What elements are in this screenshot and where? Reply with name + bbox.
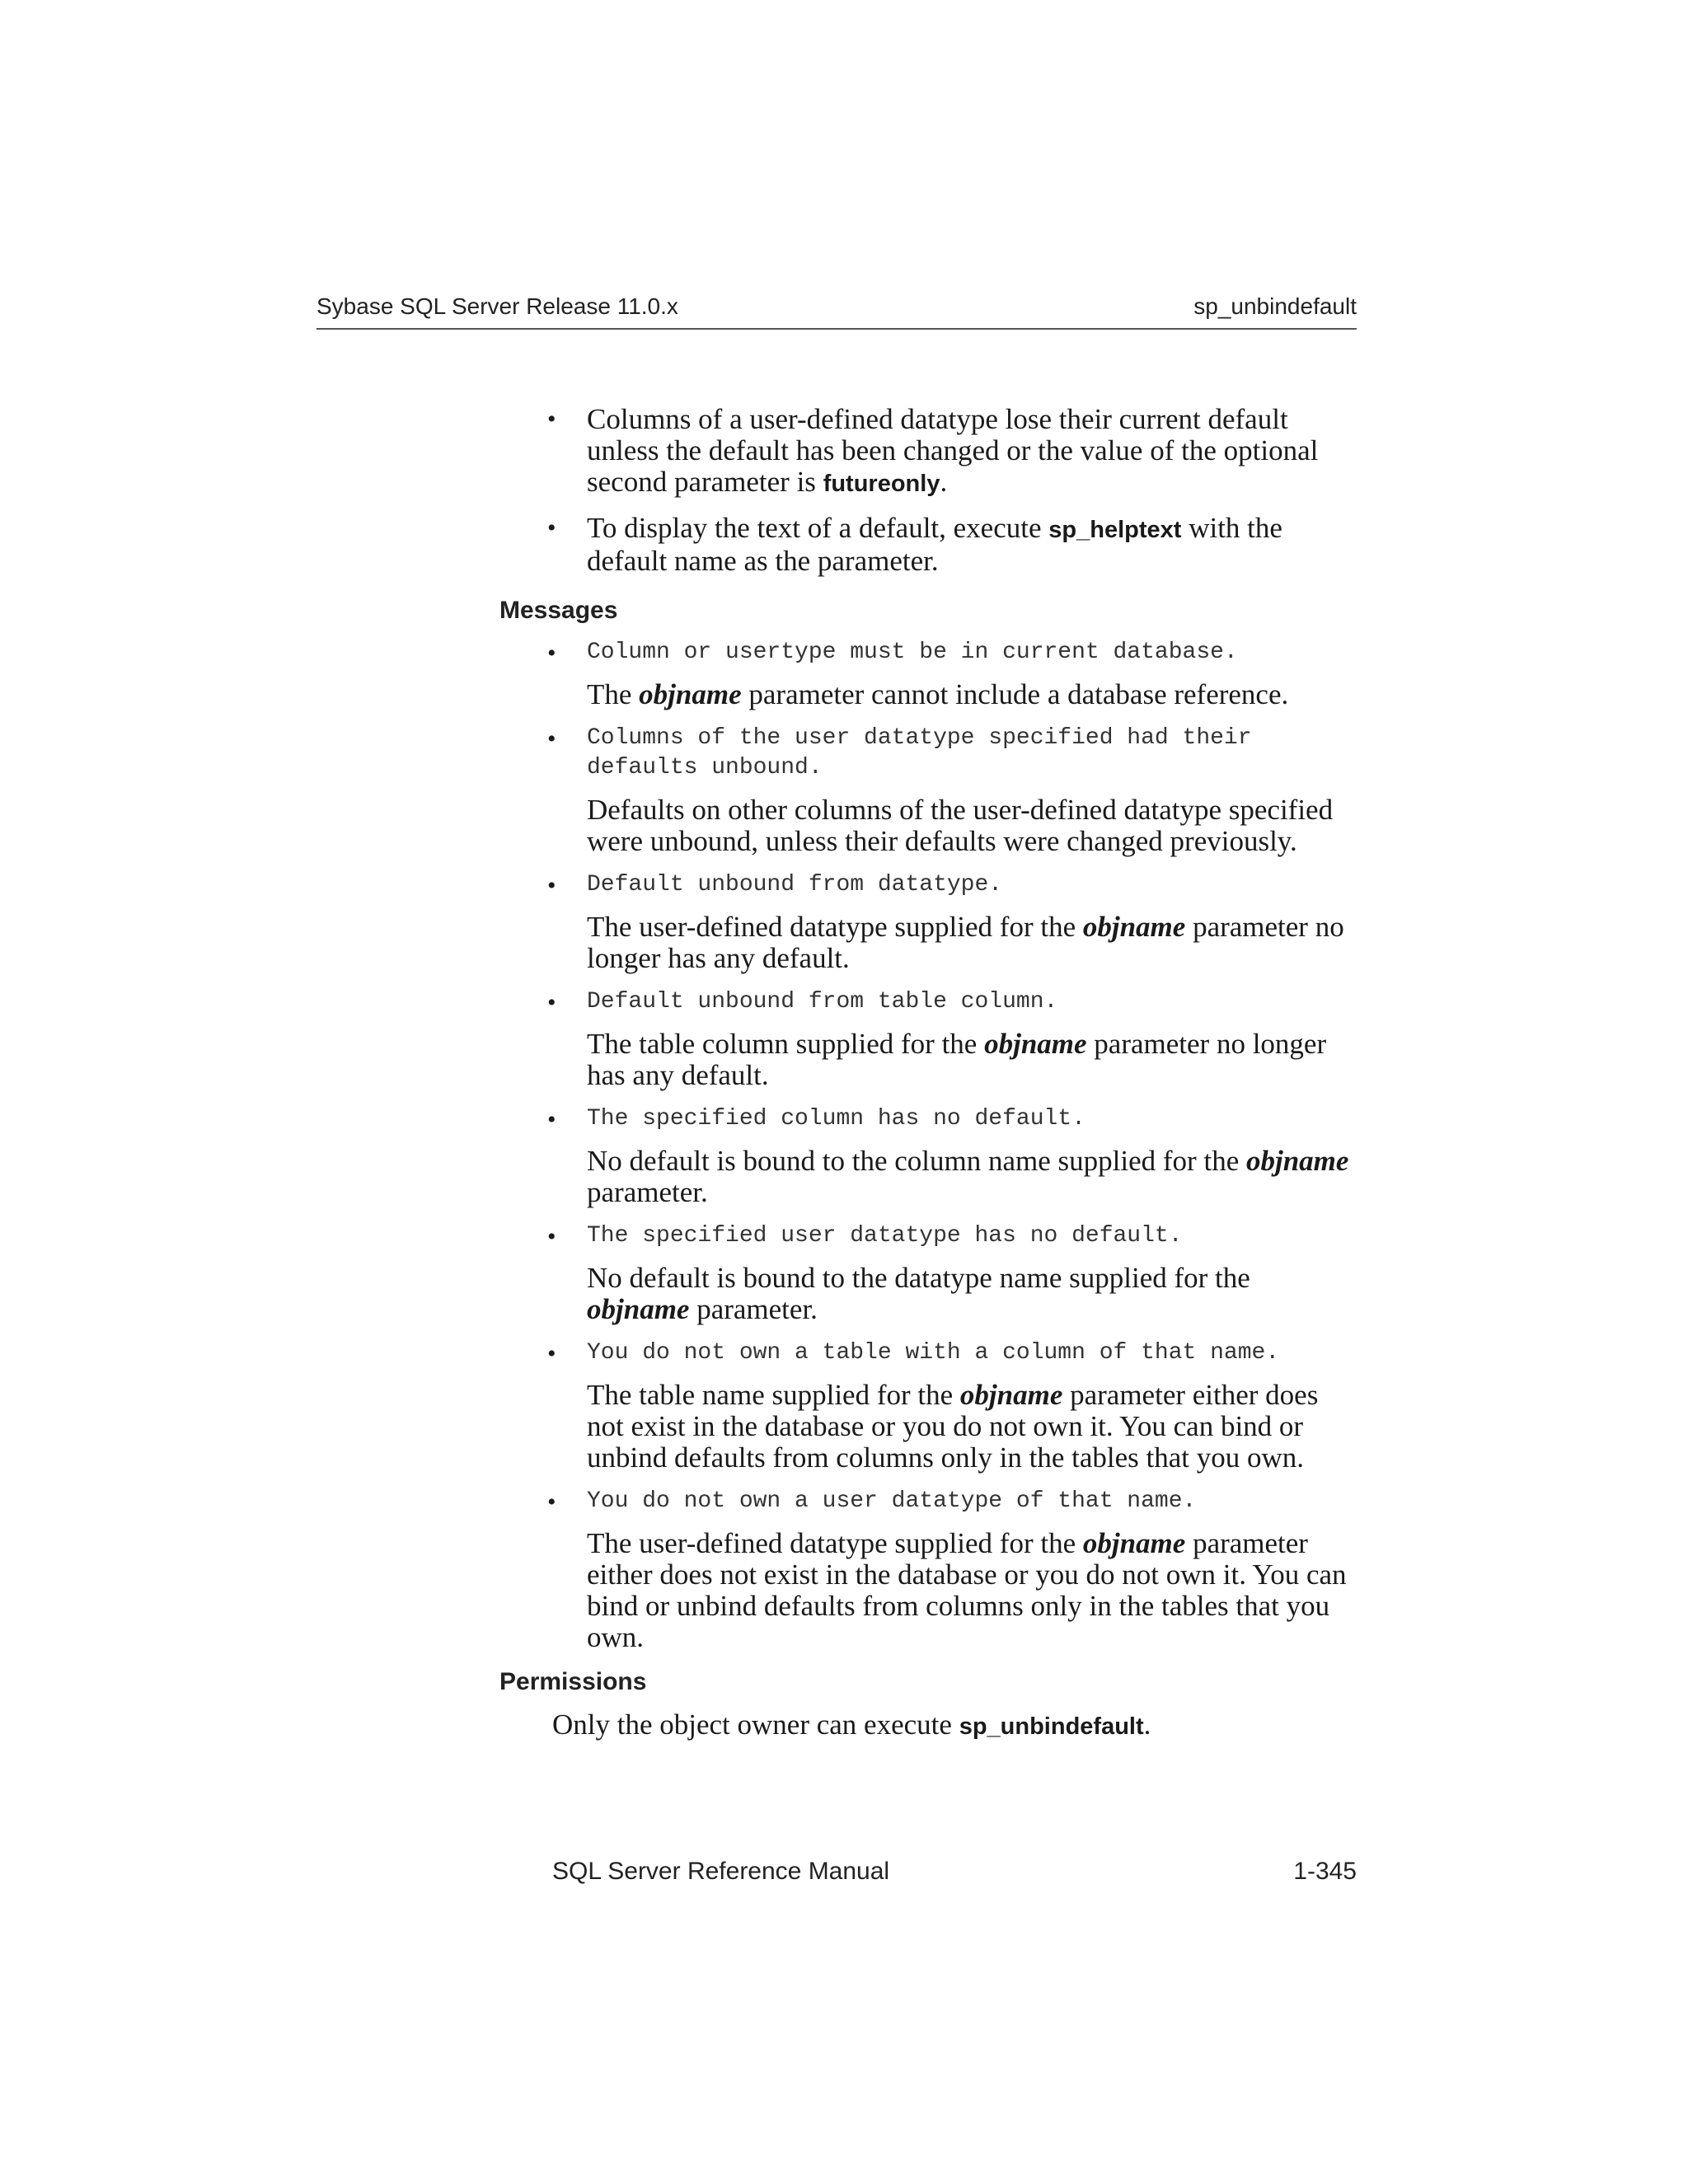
page-content [501,404,1358,1742]
bullet-icon: • [547,1340,556,1367]
page-number: 1-345 [1293,1858,1357,1885]
message-text: The specified column has no default. [587,1106,1085,1132]
command-name: futureonly [823,471,940,497]
bullet-icon: • [547,989,556,1016]
bullet-icon: • [547,1488,556,1516]
list-item: • Columns of a user-defined datatype lose their current default unless the default has been changed or the value of the optional second parameter is futureonly. [547,403,1319,498]
bullet-icon: • [547,1106,556,1133]
message-text: Columns of the user datatype specified had their defaults unbound. [587,725,1252,780]
command-name: sp_helptext [1048,517,1182,543]
bullet-icon: • [547,872,556,899]
message-text: Default unbound from datatype. [587,872,1003,898]
message-item [547,638,1358,710]
message-item [547,987,1358,1091]
message-description: No default is bound to the datatype name supplied for the objname parameter. [587,1262,1250,1325]
message-item [547,1221,1358,1325]
message-description: The table name supplied for the objname parameter either does not exist in the database or you do not own it. You can bind or unbind defaults from columns only in the tables that you own. [587,1379,1319,1474]
bullet-icon: • [547,725,556,752]
param-name: objname [959,1379,1063,1411]
command-name: sp_unbindefault [959,1713,1144,1740]
messages-heading: Messages [499,597,618,624]
message-item [547,870,1358,974]
page-header [316,287,1357,330]
message-text: Column or usertype must be in current database. [587,640,1238,665]
message-description: Defaults on other columns of the user-defined datatype specified were unbound, unless their defaults were changed previously. [587,794,1334,857]
message-description: The table column supplied for the objname parameter no longer has any default. [587,1028,1327,1091]
page-footer [552,1858,1357,1891]
message-item [547,1338,1358,1474]
message-description: No default is bound to the column name supplied for the objname parameter. [587,1145,1349,1208]
bullet-icon: • [547,405,556,433]
intro-list [501,404,1358,577]
message-description: The user-defined datatype supplied for the objname parameter no longer has any default. [587,911,1344,974]
param-name: objname [984,1028,1087,1060]
message-text: You do not own a user datatype of that name. [587,1488,1197,1514]
message-item [547,1487,1358,1653]
param-name: objname [587,1293,690,1325]
permissions-text: Only the object owner can execute sp_unbindefault. [552,1708,1151,1741]
permissions-heading: Permissions [499,1668,647,1695]
list-item: • To display the text of a default, execute sp_helptext with the default name as the parameter. [547,512,1282,577]
message-text: The specified user datatype has no default. [587,1223,1183,1249]
messages-list [501,638,1358,1653]
bullet-icon: • [547,1223,556,1250]
message-item [547,1104,1358,1208]
footer-title: SQL Server Reference Manual [552,1858,890,1885]
param-name: objname [1082,1527,1186,1559]
message-description: The objname parameter cannot include a database reference. [587,678,1289,710]
param-name: objname [1245,1145,1349,1177]
param-name: objname [1082,911,1186,943]
message-item [547,724,1358,857]
header-section: sp_unbindefault [1193,293,1357,319]
bullet-icon: • [547,640,556,667]
message-description: The user-defined datatype supplied for the objname parameter either does not exist in the database or you do not own it. You can bind or unbind defaults from columns only in the tables that you own. [587,1527,1347,1653]
param-name: objname [639,678,742,710]
bullet-icon: • [547,514,556,541]
message-text: Default unbound from table column. [587,989,1058,1015]
header-title: Sybase SQL Server Release 11.0.x [316,293,678,319]
message-text: You do not own a table with a column of that name. [587,1340,1280,1366]
